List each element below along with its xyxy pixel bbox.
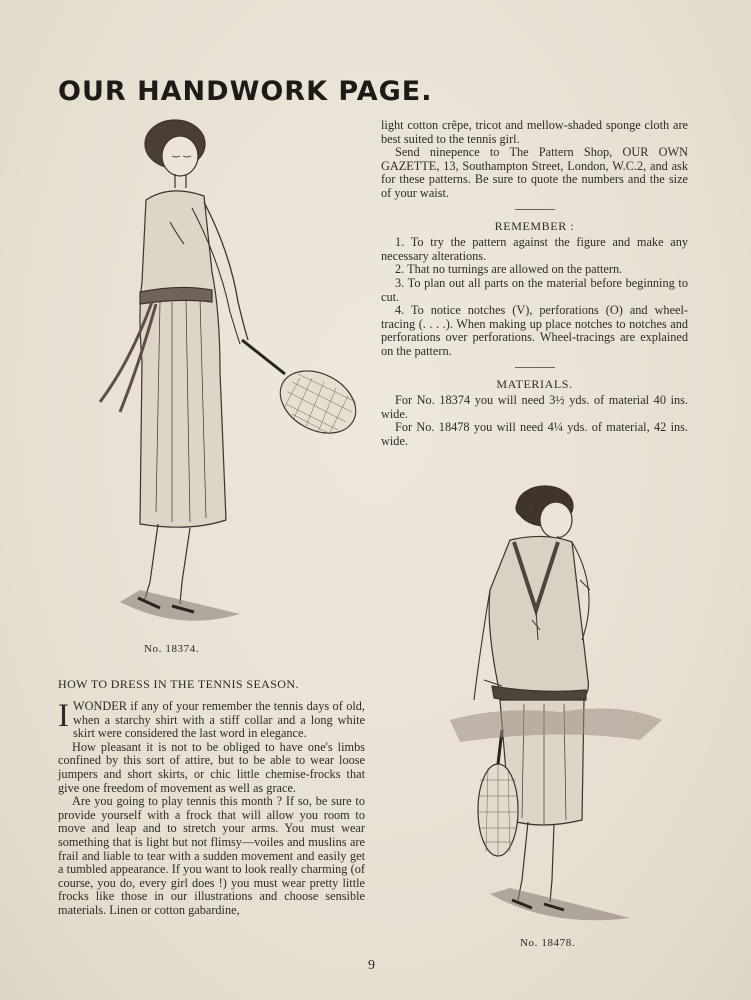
paragraph-1-text: WONDER if any of your remember the tennis days of old, when a starchy shirt with a stiff collar and a long white skirt were considered the last word in elegance. [73,699,365,741]
illustration-18374 [80,112,370,647]
divider [515,367,555,368]
article-paragraph-2: How pleasant it is not to be obliged to have one's limbs confined by this sort of attire, but to be able to wear loose jumpers and short skirts, or chic little chemise-frocks that give one freedom of movement as well as grace. [58,739,365,795]
article-heading: HOW TO DRESS IN THE TENNIS SEASON. [58,677,299,691]
intro-paragraph: light cotton crêpe, tricot and mellow-shaded sponge cloth are best suited to the tennis girl. [381,118,688,146]
divider [515,209,555,210]
left-column-article [58,700,365,918]
remember-item: 3. To plan out all parts on the material before beginning to cut. [381,275,688,304]
page-number: 9 [368,958,375,973]
article-paragraph-3: Are you going to play tennis this month ? If so, be sure to provide yourself with a frock that will allow you room to move and leap and to stretch your arms. You must wear something that is light but not flimsy—voiles and muslins are frail and liable to tear with a sudden movement and easily get a tumbled appearance. If you want to look really charming (of course, you do, every girl does !) you must wear pretty little frocks like those in our illustrations and choose sensible materials. Linen or cotton gabardine, [58,794,365,917]
remember-heading: REMEMBER : [494,218,575,233]
remember-item: 2. That no turnings are allowed on the pattern. [395,262,623,277]
article-paragraph-1 [58,700,365,741]
figure-2-caption: No. 18478. [520,937,576,949]
remember-item: 1. To try the pattern against the figure and make any necessary alterations. [381,235,688,263]
materials-item: For No. 18478 you will need 4¼ yds. of material, 42 ins. wide. [381,420,688,448]
materials-heading: MATERIALS. [496,376,573,391]
send-paragraph: Send ninepence to The Pattern Shop, OUR OWN GAZETTE, 13, Southampton Street, London, W.C.2, and ask for these patterns. Be sure to quote the numbers and the size of your waist. [381,145,688,200]
figure-1-caption: No. 18374. [144,643,200,655]
page-title: OUR HANDWORK PAGE. [58,76,433,107]
illustration-18478 [440,480,670,940]
right-column [381,119,688,448]
drop-cap: I [58,698,69,734]
remember-item: 4. To notice notches (V), perforations (O) and wheel-tracing (. . . .). When making up place notches to notches and perforations over perforations. Wheel-tracings are explained on the pattern. [381,303,688,358]
materials-item: For No. 18374 you will need 3½ yds. of material 40 ins. wide. [381,393,688,421]
